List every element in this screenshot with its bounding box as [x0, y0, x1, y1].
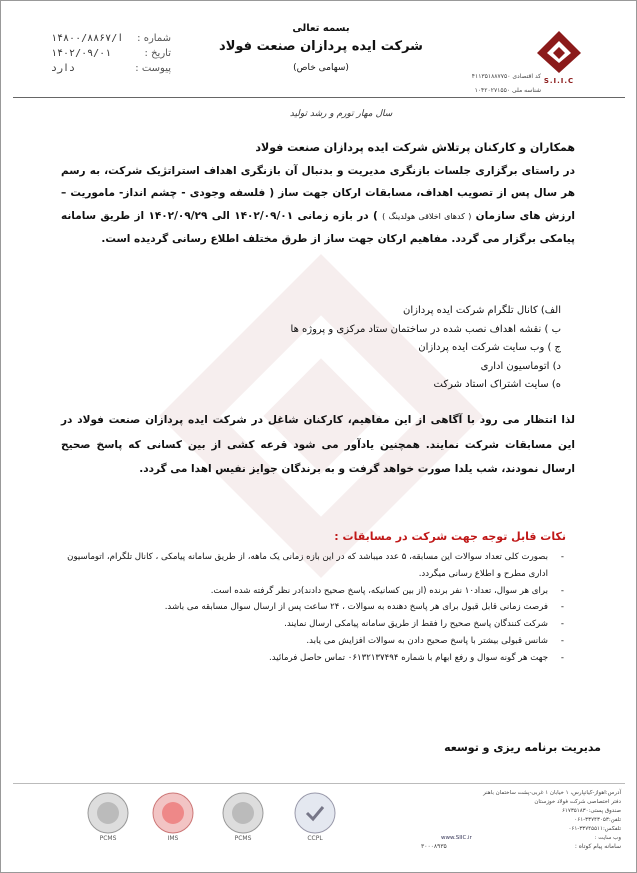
logo-text: S.I.I.C — [543, 77, 575, 85]
address-line: دفتر اختصاصی شرکت فولاد خوزستان — [534, 799, 621, 805]
sms-label: سامانه پیام کوتاه : — [574, 843, 621, 850]
date-row — [51, 46, 171, 61]
intro-note: ( کدهای اخلاقی هولدینگ ) — [382, 211, 472, 221]
pcms-cert-icon — [86, 791, 130, 835]
date-label: تاریخ : — [144, 48, 171, 59]
note-item: - فرصت زمانی قابل قبول برای هر پاسخ دهنده به سوالات ، ۲۴ ساعت پس از ارسال سوال مسابقه می باشد. — [61, 599, 548, 616]
intro-text-end: ) در بازه زمانی ۱۴۰۲/۰۹/۰۱ الی ۱۴۰۲/۰۹/۲۹ از طریق سامانه پیامکی برگزار می گردد. مفاهیم ارکان جهت ساز از طرق مختلف اطلاع رسانی گردیده است. — [61, 209, 575, 245]
address-line: صندوق پستی:۶۱۷۳۵۱۸۳۰ — [561, 808, 621, 814]
company-name: شرکت ایده پردازان صنعت فولاد — [219, 39, 423, 54]
channels-list — [151, 302, 561, 395]
cert-label: IMS — [167, 835, 179, 842]
cert-label: PCMS — [99, 835, 117, 842]
attachment-label: پیوست : — [135, 63, 171, 74]
note-item: - جهت هر گونه سوال و رفع ابهام با شماره ۰۶۱۳۲۱۳۷۴۹۴ تماس حاصل فرمائید. — [61, 650, 548, 667]
company-logo-icon — [529, 29, 589, 74]
year-slogan: سال مهار تورم و رشد تولید — [289, 109, 393, 119]
sms-number: ۳۰۰۰۸۹۳۵ — [421, 843, 447, 850]
ccpl-cert-icon — [293, 791, 337, 835]
cert-label: PCMS — [234, 835, 252, 842]
attachment-value: دارد — [51, 63, 76, 74]
signature: مدیریت برنامه ریزی و توسعه — [444, 741, 601, 754]
date-value: ۱۴۰۲/۰۹/۰۱ — [51, 48, 112, 59]
footer-address — [441, 789, 621, 843]
company-type: (سهامی خاص) — [293, 63, 349, 73]
address-line: تلفکس:۳۳۷۴۵۵۱۱-۰۶۱ — [568, 826, 621, 832]
closing-paragraph: لذا انتظار می رود با آگاهی از این مفاهیم، کارکنان شاغل در شرکت ایده پردازان صنعت فولاد در این مسابقات شرکت نمایند. همچنین یادآور می شود قرعه کشی از بین کسانی که پاسخ صحیح ارسال نمودند، شب یلدا صورت خواهد گرفت و به برندگان جوایز نفیس اهدا می گردد. — [61, 414, 575, 475]
list-item: ه) سایت اشتراک استاد شرکت — [433, 379, 561, 390]
number-label: شماره : — [137, 33, 171, 44]
list-item: ب ) نقشه اهداف نصب شده در ساختمان ستاد مرکزی و پروژه ها — [290, 323, 561, 335]
sms-line — [421, 843, 621, 850]
salutation: همکاران و کارکنان پرتلاش شرکت ایده پردازان صنعت فولاد — [255, 141, 575, 154]
economic-code: کد اقتصادی ۴۱۱۳۵۱۸۸۷۷۵۰ — [471, 73, 541, 80]
number-value: ا/۱۴۸۰۰/۸۸۶۷ — [51, 33, 124, 44]
address-line: تلفن:۳۳۷۴۳۰۵۳-۰۶۱ — [574, 817, 621, 823]
pcms-cert-icon — [221, 791, 265, 835]
registration-code: شناسه ملی ۱۰۴۲۰۲۷۱۵۵۰ — [474, 87, 541, 94]
website-link[interactable]: www.SIIC.ir — [441, 835, 472, 841]
website-label: وب سایت : — [594, 835, 621, 841]
attachment-row — [51, 61, 171, 76]
letter-meta — [51, 31, 171, 76]
footer-divider — [13, 783, 625, 784]
letter-body — [61, 137, 575, 251]
list-item: الف) کانال تلگرام شرکت ایده پردازان — [403, 305, 561, 316]
note-item: - بصورت کلی تعداد سوالات این مسابقه، ۵ عدد میباشد که در این بازه زمانی یک ماهه، از طریق سامانه پیامکی ، کانال تلگرام، اتوماسیون اداری مطرح و اطلاع رسانی میگردد. — [61, 549, 548, 583]
list-item: ج ) وب سایت شرکت ایده پردازان — [418, 342, 561, 353]
website-row — [441, 834, 621, 843]
notes-list — [61, 549, 566, 667]
header-divider — [13, 97, 625, 98]
intro-paragraph — [61, 160, 575, 251]
address-line: آدرس:اهواز-کیانپارس، ۱ خیابان ۱ غربی-پشت ساختمان باهنر — [483, 790, 621, 796]
note-item: - برای هر سوال، تعداد۱۰ نفر برنده (از بین کسانیکه، پاسخ صحیح دادند)در نظر گرفته شده است. — [61, 583, 548, 600]
notes-title: نکات قابل توجه جهت شرکت در مسابقات : — [334, 530, 566, 543]
basmala: بسمه تعالی — [292, 23, 350, 34]
ims-cert-icon — [151, 791, 195, 835]
intro-text: در راستای برگزاری جلسات بازنگری مدیریت و بدنبال آن بازنگری اهداف استراتژیک شرکت، به رسم هر سال پس از تصویب اهداف، مسابقات ارکان جهت ساز ( فلسفه وجودی - چشم انداز- ماموریت – ارزش های سازمان — [61, 164, 575, 222]
note-item: - شانس قبولی بیشتر با پاسخ صحیح دادن به سوالات افزایش می یابد. — [61, 633, 548, 650]
number-row — [51, 31, 171, 46]
cert-label: CCPL — [307, 835, 323, 842]
note-item: - شرکت کنندگان پاسخ صحیح را فقط از طریق سامانه پیامکی ارسال نمایند. — [61, 616, 548, 633]
list-item: د) اتوماسیون اداری — [480, 360, 561, 372]
